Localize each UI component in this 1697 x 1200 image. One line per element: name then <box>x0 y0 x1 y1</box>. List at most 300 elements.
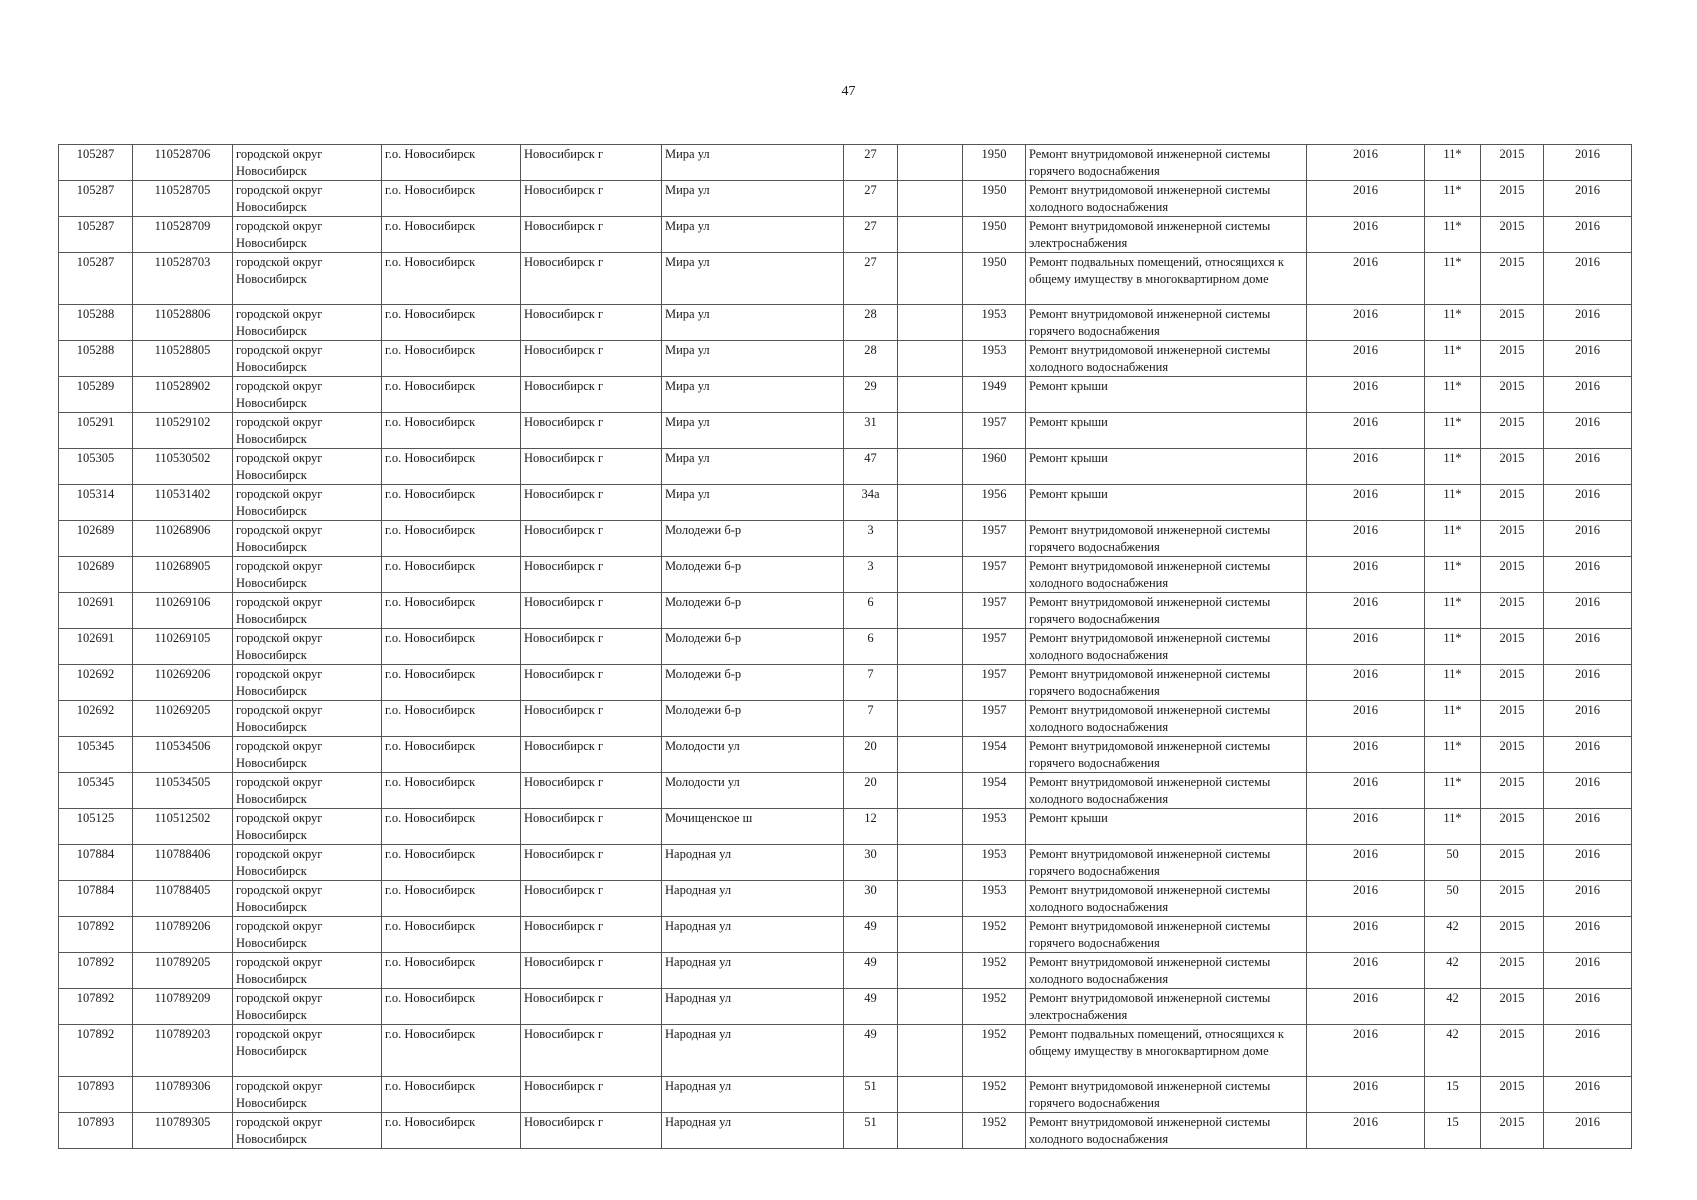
cell-rate: 11* <box>1425 253 1481 305</box>
cell-building <box>898 1113 963 1149</box>
cell-locality: Новосибирск г <box>521 701 662 737</box>
cell-house-number: 29 <box>844 377 898 413</box>
cell-planned-year: 2016 <box>1307 1113 1425 1149</box>
cell-period-end: 2016 <box>1544 701 1632 737</box>
cell-building <box>898 1077 963 1113</box>
cell-house-number: 49 <box>844 917 898 953</box>
table-row <box>59 953 1632 989</box>
cell-house-number: 34а <box>844 485 898 521</box>
cell-street: Молодости ул <box>662 737 844 773</box>
cell-year-built: 1957 <box>963 413 1026 449</box>
cell-house-number: 20 <box>844 737 898 773</box>
cell-record-code: 110789205 <box>133 953 233 989</box>
cell-district: городской округ Новосибирск <box>233 953 382 989</box>
cell-municipality: г.о. Новосибирск <box>382 485 521 521</box>
cell-street: Мира ул <box>662 145 844 181</box>
cell-house-id: 102691 <box>59 629 133 665</box>
cell-work-type: Ремонт внутридомовой инженерной системы горячего водоснабжения <box>1026 665 1307 701</box>
cell-house-number: 30 <box>844 845 898 881</box>
cell-municipality: г.о. Новосибирск <box>382 665 521 701</box>
cell-locality: Новосибирск г <box>521 145 662 181</box>
cell-house-id: 102692 <box>59 665 133 701</box>
table-row <box>59 145 1632 181</box>
cell-record-code: 110530502 <box>133 449 233 485</box>
cell-municipality: г.о. Новосибирск <box>382 629 521 665</box>
cell-planned-year: 2016 <box>1307 665 1425 701</box>
cell-year-built: 1950 <box>963 217 1026 253</box>
cell-work-type: Ремонт внутридомовой инженерной системы холодного водоснабжения <box>1026 1113 1307 1149</box>
cell-municipality: г.о. Новосибирск <box>382 1025 521 1077</box>
cell-year-built: 1957 <box>963 521 1026 557</box>
cell-record-code: 110528902 <box>133 377 233 413</box>
cell-house-number: 49 <box>844 1025 898 1077</box>
cell-record-code: 110528703 <box>133 253 233 305</box>
cell-record-code: 110528706 <box>133 145 233 181</box>
cell-locality: Новосибирск г <box>521 253 662 305</box>
cell-period-start: 2015 <box>1481 1113 1544 1149</box>
cell-period-start: 2015 <box>1481 217 1544 253</box>
cell-period-end: 2016 <box>1544 305 1632 341</box>
cell-municipality: г.о. Новосибирск <box>382 449 521 485</box>
cell-record-code: 110534506 <box>133 737 233 773</box>
cell-municipality: г.о. Новосибирск <box>382 341 521 377</box>
cell-work-type: Ремонт крыши <box>1026 413 1307 449</box>
cell-period-start: 2015 <box>1481 557 1544 593</box>
cell-building <box>898 253 963 305</box>
cell-building <box>898 989 963 1025</box>
cell-street: Народная ул <box>662 989 844 1025</box>
cell-rate: 42 <box>1425 953 1481 989</box>
page-number: 47 <box>841 84 856 99</box>
cell-municipality: г.о. Новосибирск <box>382 377 521 413</box>
cell-house-number: 47 <box>844 449 898 485</box>
cell-year-built: 1953 <box>963 809 1026 845</box>
cell-planned-year: 2016 <box>1307 413 1425 449</box>
cell-house-id: 102689 <box>59 557 133 593</box>
cell-locality: Новосибирск г <box>521 953 662 989</box>
cell-district: городской округ Новосибирск <box>233 737 382 773</box>
cell-year-built: 1957 <box>963 593 1026 629</box>
cell-work-type: Ремонт внутридомовой инженерной системы холодного водоснабжения <box>1026 953 1307 989</box>
cell-period-end: 2016 <box>1544 989 1632 1025</box>
cell-planned-year: 2016 <box>1307 557 1425 593</box>
cell-rate: 11* <box>1425 305 1481 341</box>
cell-rate: 11* <box>1425 521 1481 557</box>
cell-locality: Новосибирск г <box>521 773 662 809</box>
cell-district: городской округ Новосибирск <box>233 521 382 557</box>
cell-period-start: 2015 <box>1481 773 1544 809</box>
cell-building <box>898 809 963 845</box>
cell-record-code: 110268906 <box>133 521 233 557</box>
cell-period-end: 2016 <box>1544 217 1632 253</box>
cell-house-id: 105287 <box>59 217 133 253</box>
cell-locality: Новосибирск г <box>521 881 662 917</box>
cell-house-id: 107884 <box>59 845 133 881</box>
table-row <box>59 1077 1632 1113</box>
cell-period-start: 2015 <box>1481 413 1544 449</box>
cell-planned-year: 2016 <box>1307 145 1425 181</box>
cell-house-id: 102689 <box>59 521 133 557</box>
cell-year-built: 1952 <box>963 917 1026 953</box>
cell-year-built: 1956 <box>963 485 1026 521</box>
cell-period-end: 2016 <box>1544 665 1632 701</box>
cell-planned-year: 2016 <box>1307 917 1425 953</box>
cell-year-built: 1950 <box>963 181 1026 217</box>
cell-street: Народная ул <box>662 1025 844 1077</box>
cell-street: Мира ул <box>662 413 844 449</box>
cell-house-number: 7 <box>844 701 898 737</box>
cell-record-code: 110269206 <box>133 665 233 701</box>
table-row <box>59 665 1632 701</box>
cell-planned-year: 2016 <box>1307 305 1425 341</box>
cell-building <box>898 449 963 485</box>
cell-house-id: 105287 <box>59 145 133 181</box>
cell-rate: 42 <box>1425 989 1481 1025</box>
cell-building <box>898 413 963 449</box>
cell-planned-year: 2016 <box>1307 521 1425 557</box>
cell-house-id: 107892 <box>59 917 133 953</box>
cell-planned-year: 2016 <box>1307 449 1425 485</box>
cell-locality: Новосибирск г <box>521 629 662 665</box>
cell-street: Мира ул <box>662 253 844 305</box>
cell-municipality: г.о. Новосибирск <box>382 145 521 181</box>
cell-period-start: 2015 <box>1481 449 1544 485</box>
cell-municipality: г.о. Новосибирск <box>382 809 521 845</box>
cell-municipality: г.о. Новосибирск <box>382 845 521 881</box>
cell-district: городской округ Новосибирск <box>233 1025 382 1077</box>
cell-period-start: 2015 <box>1481 989 1544 1025</box>
cell-period-start: 2015 <box>1481 845 1544 881</box>
cell-period-end: 2016 <box>1544 145 1632 181</box>
cell-period-end: 2016 <box>1544 737 1632 773</box>
cell-district: городской округ Новосибирск <box>233 773 382 809</box>
cell-work-type: Ремонт внутридомовой инженерной системы электроснабжения <box>1026 217 1307 253</box>
table-row <box>59 217 1632 253</box>
cell-municipality: г.о. Новосибирск <box>382 413 521 449</box>
cell-rate: 11* <box>1425 593 1481 629</box>
cell-planned-year: 2016 <box>1307 485 1425 521</box>
cell-year-built: 1957 <box>963 665 1026 701</box>
cell-year-built: 1950 <box>963 145 1026 181</box>
cell-planned-year: 2016 <box>1307 737 1425 773</box>
cell-street: Народная ул <box>662 881 844 917</box>
cell-work-type: Ремонт внутридомовой инженерной системы холодного водоснабжения <box>1026 773 1307 809</box>
cell-year-built: 1954 <box>963 737 1026 773</box>
cell-building <box>898 845 963 881</box>
cell-period-end: 2016 <box>1544 593 1632 629</box>
cell-district: городской округ Новосибирск <box>233 1113 382 1149</box>
table-row <box>59 557 1632 593</box>
cell-work-type: Ремонт внутридомовой инженерной системы холодного водоснабжения <box>1026 341 1307 377</box>
cell-district: городской округ Новосибирск <box>233 845 382 881</box>
cell-year-built: 1953 <box>963 341 1026 377</box>
table-row <box>59 1025 1632 1077</box>
cell-period-start: 2015 <box>1481 145 1544 181</box>
cell-period-start: 2015 <box>1481 341 1544 377</box>
cell-district: городской округ Новосибирск <box>233 629 382 665</box>
cell-municipality: г.о. Новосибирск <box>382 253 521 305</box>
cell-work-type: Ремонт крыши <box>1026 809 1307 845</box>
cell-locality: Новосибирск г <box>521 1077 662 1113</box>
cell-record-code: 110789206 <box>133 917 233 953</box>
cell-building <box>898 1025 963 1077</box>
cell-rate: 11* <box>1425 701 1481 737</box>
cell-year-built: 1952 <box>963 989 1026 1025</box>
cell-house-id: 107892 <box>59 953 133 989</box>
cell-period-end: 2016 <box>1544 1077 1632 1113</box>
cell-house-number: 51 <box>844 1113 898 1149</box>
cell-locality: Новосибирск г <box>521 485 662 521</box>
cell-planned-year: 2016 <box>1307 881 1425 917</box>
cell-building <box>898 953 963 989</box>
cell-planned-year: 2016 <box>1307 701 1425 737</box>
cell-locality: Новосибирск г <box>521 593 662 629</box>
cell-street: Мира ул <box>662 341 844 377</box>
cell-period-end: 2016 <box>1544 773 1632 809</box>
cell-year-built: 1952 <box>963 1077 1026 1113</box>
cell-rate: 50 <box>1425 845 1481 881</box>
cell-planned-year: 2016 <box>1307 181 1425 217</box>
cell-period-start: 2015 <box>1481 1025 1544 1077</box>
cell-work-type: Ремонт внутридомовой инженерной системы горячего водоснабжения <box>1026 737 1307 773</box>
cell-building <box>898 341 963 377</box>
cell-district: городской округ Новосибирск <box>233 485 382 521</box>
cell-municipality: г.о. Новосибирск <box>382 1113 521 1149</box>
cell-period-start: 2015 <box>1481 593 1544 629</box>
cell-period-end: 2016 <box>1544 953 1632 989</box>
cell-rate: 15 <box>1425 1077 1481 1113</box>
cell-work-type: Ремонт внутридомовой инженерной системы горячего водоснабжения <box>1026 305 1307 341</box>
cell-year-built: 1953 <box>963 305 1026 341</box>
cell-work-type: Ремонт внутридомовой инженерной системы холодного водоснабжения <box>1026 629 1307 665</box>
cell-street: Народная ул <box>662 845 844 881</box>
cell-building <box>898 881 963 917</box>
cell-district: городской округ Новосибирск <box>233 917 382 953</box>
table-row <box>59 701 1632 737</box>
cell-house-id: 102691 <box>59 593 133 629</box>
cell-house-number: 12 <box>844 809 898 845</box>
cell-period-end: 2016 <box>1544 629 1632 665</box>
cell-municipality: г.о. Новосибирск <box>382 557 521 593</box>
cell-record-code: 110268905 <box>133 557 233 593</box>
cell-district: городской округ Новосибирск <box>233 305 382 341</box>
cell-locality: Новосибирск г <box>521 413 662 449</box>
cell-period-start: 2015 <box>1481 305 1544 341</box>
cell-year-built: 1957 <box>963 629 1026 665</box>
cell-building <box>898 593 963 629</box>
cell-record-code: 110534505 <box>133 773 233 809</box>
cell-work-type: Ремонт внутридомовой инженерной системы холодного водоснабжения <box>1026 181 1307 217</box>
table-row <box>59 413 1632 449</box>
cell-locality: Новосибирск г <box>521 305 662 341</box>
cell-record-code: 110528806 <box>133 305 233 341</box>
cell-district: городской округ Новосибирск <box>233 217 382 253</box>
cell-year-built: 1950 <box>963 253 1026 305</box>
cell-municipality: г.о. Новосибирск <box>382 881 521 917</box>
cell-street: Народная ул <box>662 1077 844 1113</box>
cell-work-type: Ремонт внутридомовой инженерной системы горячего водоснабжения <box>1026 145 1307 181</box>
cell-planned-year: 2016 <box>1307 629 1425 665</box>
cell-period-end: 2016 <box>1544 809 1632 845</box>
cell-period-end: 2016 <box>1544 845 1632 881</box>
cell-record-code: 110788406 <box>133 845 233 881</box>
table-row <box>59 773 1632 809</box>
cell-planned-year: 2016 <box>1307 217 1425 253</box>
table-row <box>59 485 1632 521</box>
cell-locality: Новосибирск г <box>521 341 662 377</box>
cell-work-type: Ремонт крыши <box>1026 449 1307 485</box>
cell-work-type: Ремонт внутридомовой инженерной системы электроснабжения <box>1026 989 1307 1025</box>
cell-rate: 11* <box>1425 809 1481 845</box>
cell-house-number: 28 <box>844 305 898 341</box>
cell-period-end: 2016 <box>1544 1025 1632 1077</box>
cell-locality: Новосибирск г <box>521 377 662 413</box>
cell-building <box>898 557 963 593</box>
cell-district: городской округ Новосибирск <box>233 665 382 701</box>
cell-rate: 15 <box>1425 1113 1481 1149</box>
cell-building <box>898 217 963 253</box>
cell-house-number: 27 <box>844 217 898 253</box>
cell-house-id: 107892 <box>59 1025 133 1077</box>
cell-period-end: 2016 <box>1544 1113 1632 1149</box>
cell-street: Народная ул <box>662 1113 844 1149</box>
cell-locality: Новосибирск г <box>521 809 662 845</box>
cell-period-start: 2015 <box>1481 521 1544 557</box>
cell-building <box>898 917 963 953</box>
cell-record-code: 110788405 <box>133 881 233 917</box>
cell-street: Молодежи б-р <box>662 665 844 701</box>
table-row <box>59 917 1632 953</box>
cell-planned-year: 2016 <box>1307 377 1425 413</box>
table-row <box>59 449 1632 485</box>
cell-locality: Новосибирск г <box>521 521 662 557</box>
table-row <box>59 593 1632 629</box>
cell-rate: 11* <box>1425 629 1481 665</box>
cell-rate: 11* <box>1425 413 1481 449</box>
cell-district: городской округ Новосибирск <box>233 809 382 845</box>
cell-municipality: г.о. Новосибирск <box>382 989 521 1025</box>
cell-period-start: 2015 <box>1481 629 1544 665</box>
cell-district: городской округ Новосибирск <box>233 145 382 181</box>
table-row <box>59 181 1632 217</box>
cell-period-start: 2015 <box>1481 701 1544 737</box>
cell-municipality: г.о. Новосибирск <box>382 181 521 217</box>
cell-street: Мира ул <box>662 485 844 521</box>
cell-house-number: 27 <box>844 253 898 305</box>
cell-district: городской округ Новосибирск <box>233 701 382 737</box>
cell-record-code: 110789203 <box>133 1025 233 1077</box>
cell-work-type: Ремонт внутридомовой инженерной системы горячего водоснабжения <box>1026 593 1307 629</box>
cell-planned-year: 2016 <box>1307 953 1425 989</box>
cell-locality: Новосибирск г <box>521 1025 662 1077</box>
cell-period-start: 2015 <box>1481 665 1544 701</box>
cell-house-number: 6 <box>844 629 898 665</box>
cell-rate: 11* <box>1425 341 1481 377</box>
cell-municipality: г.о. Новосибирск <box>382 917 521 953</box>
cell-house-id: 105287 <box>59 253 133 305</box>
cell-house-number: 28 <box>844 341 898 377</box>
cell-period-start: 2015 <box>1481 181 1544 217</box>
cell-period-end: 2016 <box>1544 341 1632 377</box>
cell-period-start: 2015 <box>1481 917 1544 953</box>
table-row <box>59 305 1632 341</box>
cell-year-built: 1960 <box>963 449 1026 485</box>
cell-locality: Новосибирск г <box>521 1113 662 1149</box>
cell-record-code: 110528805 <box>133 341 233 377</box>
cell-period-start: 2015 <box>1481 953 1544 989</box>
cell-building <box>898 145 963 181</box>
cell-street: Молодежи б-р <box>662 593 844 629</box>
cell-house-id: 105305 <box>59 449 133 485</box>
cell-house-id: 105345 <box>59 737 133 773</box>
cell-record-code: 110528705 <box>133 181 233 217</box>
cell-house-id: 107884 <box>59 881 133 917</box>
cell-planned-year: 2016 <box>1307 1077 1425 1113</box>
cell-rate: 11* <box>1425 737 1481 773</box>
cell-year-built: 1953 <box>963 881 1026 917</box>
cell-work-type: Ремонт внутридомовой инженерной системы холодного водоснабжения <box>1026 557 1307 593</box>
cell-rate: 11* <box>1425 181 1481 217</box>
cell-period-end: 2016 <box>1544 377 1632 413</box>
cell-house-number: 6 <box>844 593 898 629</box>
cell-building <box>898 737 963 773</box>
cell-period-end: 2016 <box>1544 449 1632 485</box>
cell-work-type: Ремонт внутридомовой инженерной системы холодного водоснабжения <box>1026 701 1307 737</box>
cell-house-id: 105288 <box>59 341 133 377</box>
cell-rate: 11* <box>1425 557 1481 593</box>
cell-year-built: 1957 <box>963 557 1026 593</box>
table-row <box>59 629 1632 665</box>
cell-house-id: 105291 <box>59 413 133 449</box>
cell-rate: 42 <box>1425 917 1481 953</box>
cell-street: Мира ул <box>662 449 844 485</box>
cell-record-code: 110269106 <box>133 593 233 629</box>
cell-record-code: 110789306 <box>133 1077 233 1113</box>
cell-record-code: 110512502 <box>133 809 233 845</box>
cell-year-built: 1949 <box>963 377 1026 413</box>
cell-work-type: Ремонт внутридомовой инженерной системы горячего водоснабжения <box>1026 521 1307 557</box>
cell-planned-year: 2016 <box>1307 253 1425 305</box>
table-row <box>59 845 1632 881</box>
cell-period-start: 2015 <box>1481 737 1544 773</box>
cell-street: Молодости ул <box>662 773 844 809</box>
cell-period-start: 2015 <box>1481 377 1544 413</box>
cell-district: городской округ Новосибирск <box>233 593 382 629</box>
cell-period-end: 2016 <box>1544 253 1632 305</box>
cell-street: Народная ул <box>662 917 844 953</box>
cell-house-id: 105314 <box>59 485 133 521</box>
cell-house-number: 27 <box>844 181 898 217</box>
cell-rate: 11* <box>1425 217 1481 253</box>
cell-municipality: г.о. Новосибирск <box>382 773 521 809</box>
cell-rate: 50 <box>1425 881 1481 917</box>
cell-work-type: Ремонт внутридомовой инженерной системы горячего водоснабжения <box>1026 845 1307 881</box>
cell-municipality: г.о. Новосибирск <box>382 593 521 629</box>
cell-house-id: 107893 <box>59 1113 133 1149</box>
cell-building <box>898 521 963 557</box>
cell-planned-year: 2016 <box>1307 845 1425 881</box>
cell-municipality: г.о. Новосибирск <box>382 521 521 557</box>
cell-municipality: г.о. Новосибирск <box>382 953 521 989</box>
cell-house-number: 49 <box>844 989 898 1025</box>
cell-building <box>898 485 963 521</box>
cell-house-number: 3 <box>844 557 898 593</box>
table-row <box>59 377 1632 413</box>
cell-record-code: 110528709 <box>133 217 233 253</box>
cell-planned-year: 2016 <box>1307 989 1425 1025</box>
table-body <box>59 145 1632 1149</box>
cell-locality: Новосибирск г <box>521 737 662 773</box>
